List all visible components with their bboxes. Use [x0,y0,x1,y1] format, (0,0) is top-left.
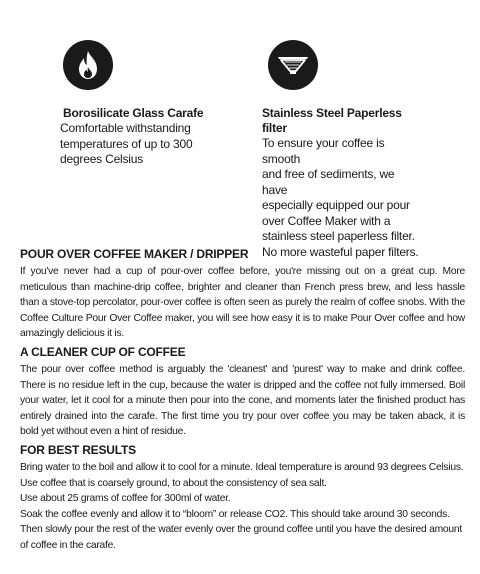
instruction-line: Then slowly pour the rest of the water evenly over the ground coffee until you have the desired amount of coffee in the carafe. [20,524,462,551]
feature-title-line: filter [262,121,287,135]
instruction-line: Use about 25 grams of coffee for 300ml of water. [20,493,231,504]
feature-text-line: over Coffee Maker with a [262,213,391,228]
pour-over-dripper-icon [268,40,318,90]
feature-text-line: temperatures of up to 300 [60,136,193,151]
section-body: The pour over coffee method is arguably the 'cleanest' and 'purest' way to make and drink coffee. There is no residue left in the cup, because the water is dripped and the coffee not fully immersed. Boil your water, let it cool for a minute then pour into the cone, and moments later the finished product has entirely drained into the carafe. The first time you try pour over coffee you may be taken aback, it is bold yet without even a hint of residue. [20,364,465,437]
feature-text-line: and free of sediments, we have [262,167,395,197]
feature-title: Borosilicate Glass Carafe [63,106,204,120]
feature-text-line: To ensure your coffee is smooth [262,136,385,166]
section-body: If you've never had a cup of pour-over coffee before, you're missing out on a great cup. More meticulous than machine-drip coffee, brighter and cleaner than French press brew, and less hassle than a stove-top percolator, pour-over coffee is often seen as purely the realm of coffee snobs. With the Coffee Culture Pour Over Coffee maker, you will see how easy it is to make Pour Over coffee and how amazingly delicious it is. [20,266,465,339]
section-heading: FOR BEST RESULTS [20,443,136,457]
feature-stainless-filter [262,40,422,260]
instruction-line: Use coffee that is coarsely ground, to about the consistency of sea salt. [20,477,327,489]
feature-text-line: especially equipped our pour [262,198,410,212]
feature-text-line: Comfortable withstanding [60,121,191,135]
section-cleaner-cup [20,345,465,440]
feature-text-line: stainless steel paperless filter. [262,229,415,243]
instruction-line: Bring water to the boil and allow it to cool for a minute. Ideal temperature is around 93 degrees Celsius. [20,462,464,473]
instruction-line: Soak the coffee evenly and allow it to “bloom” or release CO2. This should take around 30 seconds. [20,508,450,520]
feature-title-line: Stainless Steel Paperless [262,106,402,120]
section-best-results [20,443,465,553]
flame-icon [63,40,113,90]
feature-borosilicate-carafe [60,40,253,168]
feature-text-line: No more wasteful paper filters. [262,244,419,259]
section-heading: POUR OVER COFFEE MAKER / DRIPPER [20,247,249,261]
feature-text-line: degrees Celsius [60,152,144,166]
section-pour-over [20,244,465,342]
section-heading: A CLEANER CUP OF COFFEE [20,345,186,359]
